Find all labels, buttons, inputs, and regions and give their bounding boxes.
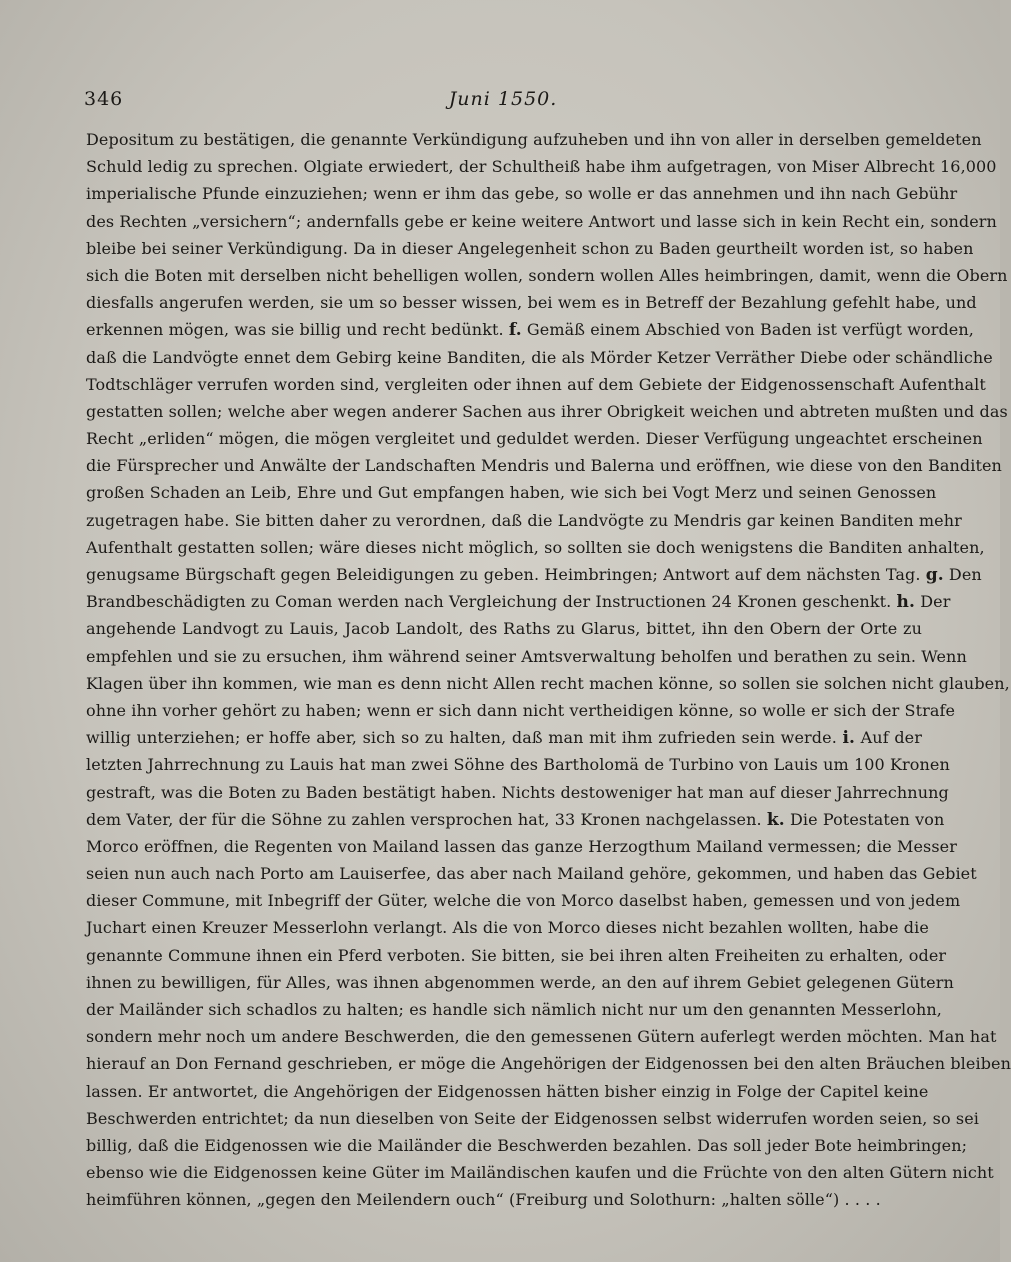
text-segment: diesfalls angerufen werden, sie um so besser wissen, bei wem es in Betreff der Bezahlung gefehlt habe, und (86, 293, 977, 313)
section-marker: k. (766, 809, 785, 830)
text-line (86, 643, 967, 670)
text-segment: ebenso wie die Eidgenossen keine Güter im Mailändischen kaufen und die Früchte von den alten Gütern nicht (86, 1163, 994, 1183)
text-line (86, 452, 1002, 479)
text-segment: genannte Commune ihnen ein Pferd verboten. Sie bitten, sie bei ihren alten Freiheiten zu erhalten, oder (86, 945, 947, 965)
running-title: Juni 1550. (448, 88, 558, 110)
text-line (86, 1023, 997, 1050)
running-head (84, 88, 922, 114)
text-line (86, 996, 942, 1023)
section-marker: g. (925, 565, 944, 585)
text-segment: willig unterziehen; er hoffe aber, sich so zu halten, daß man mit ihm zufrieden sein werde. (86, 728, 843, 748)
text-segment: genugsame Bürgschaft gegen Beleidigungen zu geben. Heimbringen; Antwort auf dem nächsten Tag. (86, 565, 926, 584)
text-segment: Den (943, 565, 982, 584)
text-line (86, 697, 956, 724)
text-line (86, 1078, 929, 1105)
text-segment: der Mailänder sich schadlos zu halten; es handle sich nämlich nicht nur um den genannten Messerlohn, (86, 1000, 942, 1019)
text-segment: Juchart einen Kreuzer Messerlohn verlangt. Als die von Morco dieses nicht bezahlen wollten, habe die (86, 918, 929, 938)
text-line (86, 588, 951, 615)
text-line (86, 751, 950, 778)
text-line (86, 914, 929, 941)
text-line (86, 806, 945, 833)
text-segment: des Rechten „versichern“; andernfalls gebe er keine weitere Antwort und lasse sich in kein Recht ein, sondern (86, 211, 997, 231)
text-segment: bleibe bei seiner Verkündigung. Da in dieser Angelegenheit schon zu Baden geurtheilt worden ist, so haben (86, 238, 974, 258)
text-segment: gestatten sollen; welche aber wegen anderer Sachen aus ihrer Obrigkeit weichen und abtreten mußten und das (86, 401, 1008, 421)
text-segment: sich die Boten mit derselben nicht behelligen wollen, sondern wollen Alles heimbringen, damit, wenn die Obern (86, 265, 1008, 285)
page-number: 346 (84, 88, 124, 110)
text-segment: ohne ihn vorher gehört zu haben; wenn er sich dann nicht vertheidigen könne, so wolle er sich der Strafe (86, 700, 956, 720)
text-segment: Gemäß einem Abschied von Baden ist verfügt worden, (521, 320, 974, 340)
text-segment: Todtschläger verrufen worden sind, vergleiten oder ihnen auf dem Gebiete der Eidgenossenschaft Aufenthalt (86, 374, 986, 394)
text-line (86, 1159, 994, 1186)
body-text (86, 126, 1011, 1214)
text-line (86, 1105, 979, 1132)
text-segment: Brandbeschädigten zu Coman werden nach Vergleichung der Instructionen 24 Kronen geschenkt. (86, 592, 897, 612)
text-segment: Die Potestaten von (784, 809, 945, 829)
text-segment: daß die Landvögte ennet dem Gebirg keine Banditen, die als Mörder Ketzer Verräther Diebe oder schändliche (86, 347, 993, 367)
text-line (86, 153, 997, 180)
text-line (86, 833, 957, 860)
text-line (86, 779, 949, 806)
text-segment: billig, daß die Eidgenossen wie die Mailänder die Beschwerden bezahlen. Das soll jeder Bote heimbringen; (86, 1135, 968, 1155)
text-segment: Schuld ledig zu sprechen. Olgiate erwiedert, der Schultheiß habe ihm aufgetragen, von Miser Albrecht 16,000 (86, 157, 997, 177)
text-line (86, 507, 962, 534)
text-line (86, 561, 982, 588)
text-segment: hierauf an Don Fernand geschrieben, er möge die Angehörigen der Eidgenossen bei den alten Bräuchen bleiben (86, 1054, 1011, 1074)
text-segment: Beschwerden entrichtet; da nun dieselben von Seite der Eidgenossen selbst widerrufen worden seien, so sei (86, 1108, 979, 1128)
text-line (86, 479, 937, 506)
text-segment: zugetragen habe. Sie bitten daher zu verordnen, daß die Landvögte zu Mendris gar keinen Banditen mehr (86, 510, 962, 530)
text-line (86, 887, 961, 914)
text-line (86, 534, 985, 561)
text-segment: lassen. Er antwortet, die Angehörigen der Eidgenossen hätten bisher einzig in Folge der Capitel keine (86, 1081, 929, 1101)
text-segment: imperialische Pfunde einzuziehen; wenn er ihm das gebe, so wolle er das annehmen und ihn nach Gebühr (86, 184, 958, 204)
text-segment: gestraft, was die Boten zu Baden bestätigt haben. Nichts destoweniger hat man auf dieser Jahrrechnung (86, 782, 949, 802)
text-segment: seien nun auch nach Porto am Lauiserfee, das aber nach Mailand gehöre, gekommen, und haben das Gebiet (86, 864, 977, 884)
text-line (86, 126, 982, 153)
text-segment: die Fürsprecher und Anwälte der Landschaften Mendris und Balerna und eröffnen, wie diese von den Banditen (86, 456, 1002, 476)
text-line (86, 344, 993, 371)
text-segment: Recht „erliden“ mögen, die mögen vergleitet und geduldet werden. Dieser Verfügung ungeachtet erscheinen (86, 429, 983, 449)
text-line (86, 289, 977, 316)
text-segment: Depositum zu bestätigen, die genannte Verkündigung aufzuheben und ihn von aller in derselben gemeldeten (86, 130, 982, 149)
text-line (86, 1132, 968, 1159)
section-marker: f. (508, 320, 522, 341)
text-segment: empfehlen und sie zu ersuchen, ihm während seiner Amtsverwaltung beholfen und berathen zu sein. Wenn (86, 646, 967, 666)
text-segment: dem Vater, der für die Söhne zu zahlen versprochen hat, 33 Kronen nachgelassen. (86, 809, 767, 829)
text-line (86, 316, 974, 343)
text-segment: Morco eröffnen, die Regenten von Mailand lassen das ganze Herzogthum Mailand vermessen; die Messer (86, 836, 957, 856)
section-marker: h. (896, 592, 916, 613)
text-segment: erkennen mögen, was sie billig und recht bedünkt. (86, 320, 509, 340)
text-line (86, 180, 958, 207)
text-line (86, 724, 922, 751)
text-segment: Auf der (855, 728, 922, 748)
text-segment: Aufenthalt gestatten sollen; wäre dieses nicht möglich, so sollten sie doch wenigstens die Banditen anhalten, (86, 537, 985, 557)
text-line (86, 262, 1008, 289)
text-line (86, 1186, 922, 1213)
text-segment: sondern mehr noch um andere Beschwerden, die den gemessenen Gütern auferlegt werden möchten. Man hat (86, 1027, 997, 1047)
text-line (86, 425, 983, 452)
text-line (86, 371, 986, 398)
section-marker: i. (842, 728, 856, 749)
text-line (86, 670, 1010, 697)
text-line (86, 860, 977, 887)
text-line (86, 615, 922, 642)
text-segment: Der (915, 592, 951, 612)
text-segment: letzten Jahrrechnung zu Lauis hat man zwei Söhne des Bartholomä de Turbino von Lauis um 100 Kronen (86, 755, 950, 775)
text-segment: großen Schaden an Leib, Ehre und Gut empfangen haben, wie sich bei Vogt Merz und seinen Genossen (86, 483, 937, 503)
text-segment: ihnen zu bewilligen, für Alles, was ihnen abgenommen werde, an den auf ihrem Gebiet gelegenen Gütern (86, 972, 954, 992)
text-segment: Klagen über ihn kommen, wie man es denn nicht Allen recht machen könne, so sollen sie solchen nicht glauben, (86, 673, 1010, 693)
text-line (86, 942, 947, 969)
text-segment: dieser Commune, mit Inbegriff der Güter, welche die von Morco daselbst haben, gemessen und von jedem (86, 891, 961, 911)
text-line (86, 235, 974, 262)
text-segment: angehende Landvogt zu Lauis, Jacob Landolt, des Raths zu Glarus, bittet, ihn den Obern der Orte zu (86, 619, 922, 639)
text-line (86, 398, 1008, 425)
text-segment: heimführen können, „gegen den Meilendern ouch“ (Freiburg und Solothurn: „halten sölle“) . . . . (86, 1190, 881, 1210)
text-line (86, 969, 954, 996)
text-line (86, 1050, 1011, 1077)
text-line (86, 208, 997, 235)
